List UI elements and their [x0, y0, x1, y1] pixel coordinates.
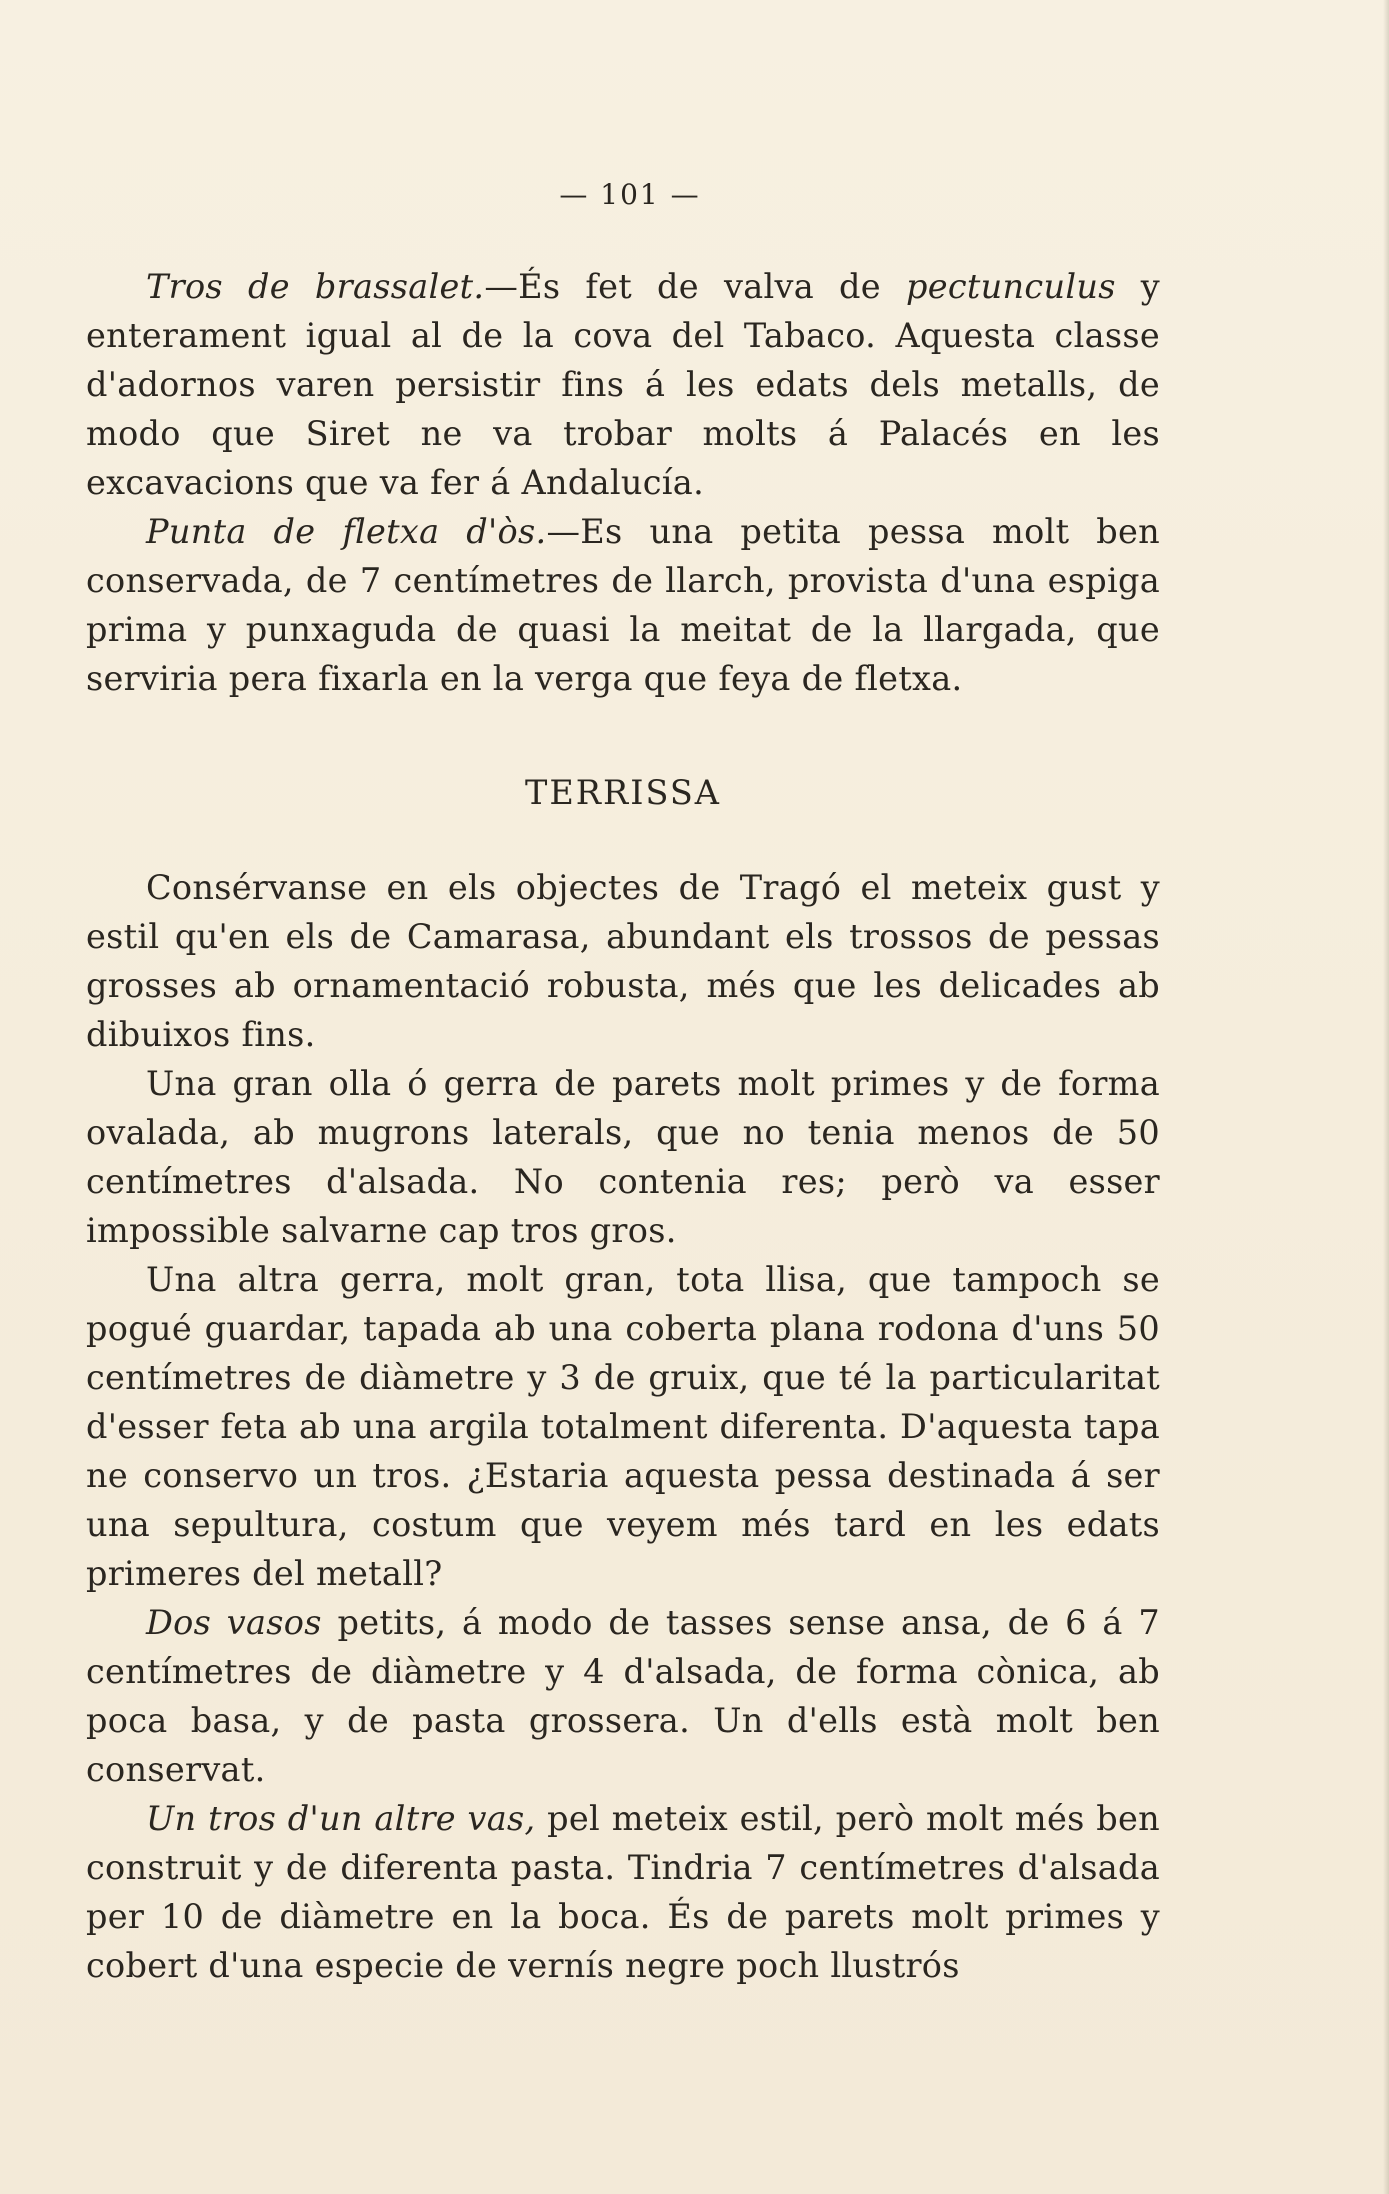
paragraph-altra-gerra [86, 1255, 1160, 1598]
page-edge [1383, 0, 1389, 2194]
paragraph-dos-vasos [86, 1598, 1160, 1794]
paragraph-conservanse [86, 863, 1160, 1059]
paragraph-tros-de-brassalet [86, 262, 1160, 507]
italic-term: pectunculus [905, 267, 1116, 306]
paragraph-lead: Dos vasos [146, 1603, 322, 1642]
paragraph-lead: Un tros d'un altre vas, [146, 1799, 536, 1838]
paragraph-gran-olla [86, 1059, 1160, 1255]
page-body [86, 262, 1160, 1990]
paragraph-text: Una altra gerra, molt gran, tota llisa, que tampoch se pogué guardar, tapada ab una coberta plana rodona d'uns 50 centímetres de diàmetre y 3 de gruix, que té la particularitat d'esser feta ab una argila totalment diferenta. D'aquesta tapa ne conservo un tros. ¿Estaria aquesta pessa destinada á ser una sepultura, costum que veyem més tard en les edats primeres del metall? [86, 1260, 1160, 1593]
paragraph-un-tros [86, 1794, 1160, 1990]
page-number: — 101 — [559, 178, 701, 211]
paragraph-lead: Tros de brassalet. [146, 267, 485, 306]
paragraph-text: —Es una petita pessa molt ben conservada, de 7 centímetres de llarch, provista d'una espiga prima y punxaguda de quasi la meitat de la llargada, que serviria pera fixarla en la verga que feya de fletxa. [86, 512, 1160, 698]
section-title: TERRISSA [525, 773, 721, 812]
paragraph-punta-de-fletxa [86, 507, 1160, 703]
paragraph-text: Una gran olla ó gerra de parets molt primes y de forma ovalada, ab mugrons laterals, que no tenia menos de 50 centímetres d'alsada. No contenia res; però va esser impossible salvarne cap tros gros. [86, 1064, 1160, 1250]
paragraph-text: pel meteix estil, però molt més ben construit y de diferenta pasta. Tindria 7 centímetres d'alsada per 10 de diàmetre en la boca. És de parets molt primes y cobert d'una especie de vernís negre poch llustrós [86, 1799, 1160, 1985]
paragraph-text: —És fet de valva de [484, 267, 906, 306]
paragraph-text: y enterament igual al de la cova del Tabaco. Aquesta classe d'adornos varen persistir fins á les edats dels metalls, de modo que Siret ne va trobar molts á Palacés en les excavacions que va fer á Andalucía. [86, 267, 1160, 502]
paragraph-lead: Punta de fletxa d'òs. [146, 512, 547, 551]
paragraph-text: petits, á modo de tasses sense ansa, de 6 á 7 centímetres de diàmetre y 4 d'alsada, de forma cònica, ab poca basa, y de pasta grossera. Un d'ells està molt ben conservat. [86, 1603, 1160, 1789]
paragraph-text: Consérvanse en els objectes de Tragó el meteix gust y estil qu'en els de Camarasa, abundant els trossos de pessas grosses ab ornamentació robusta, més que les delicades ab dibuixos fins. [86, 868, 1160, 1054]
